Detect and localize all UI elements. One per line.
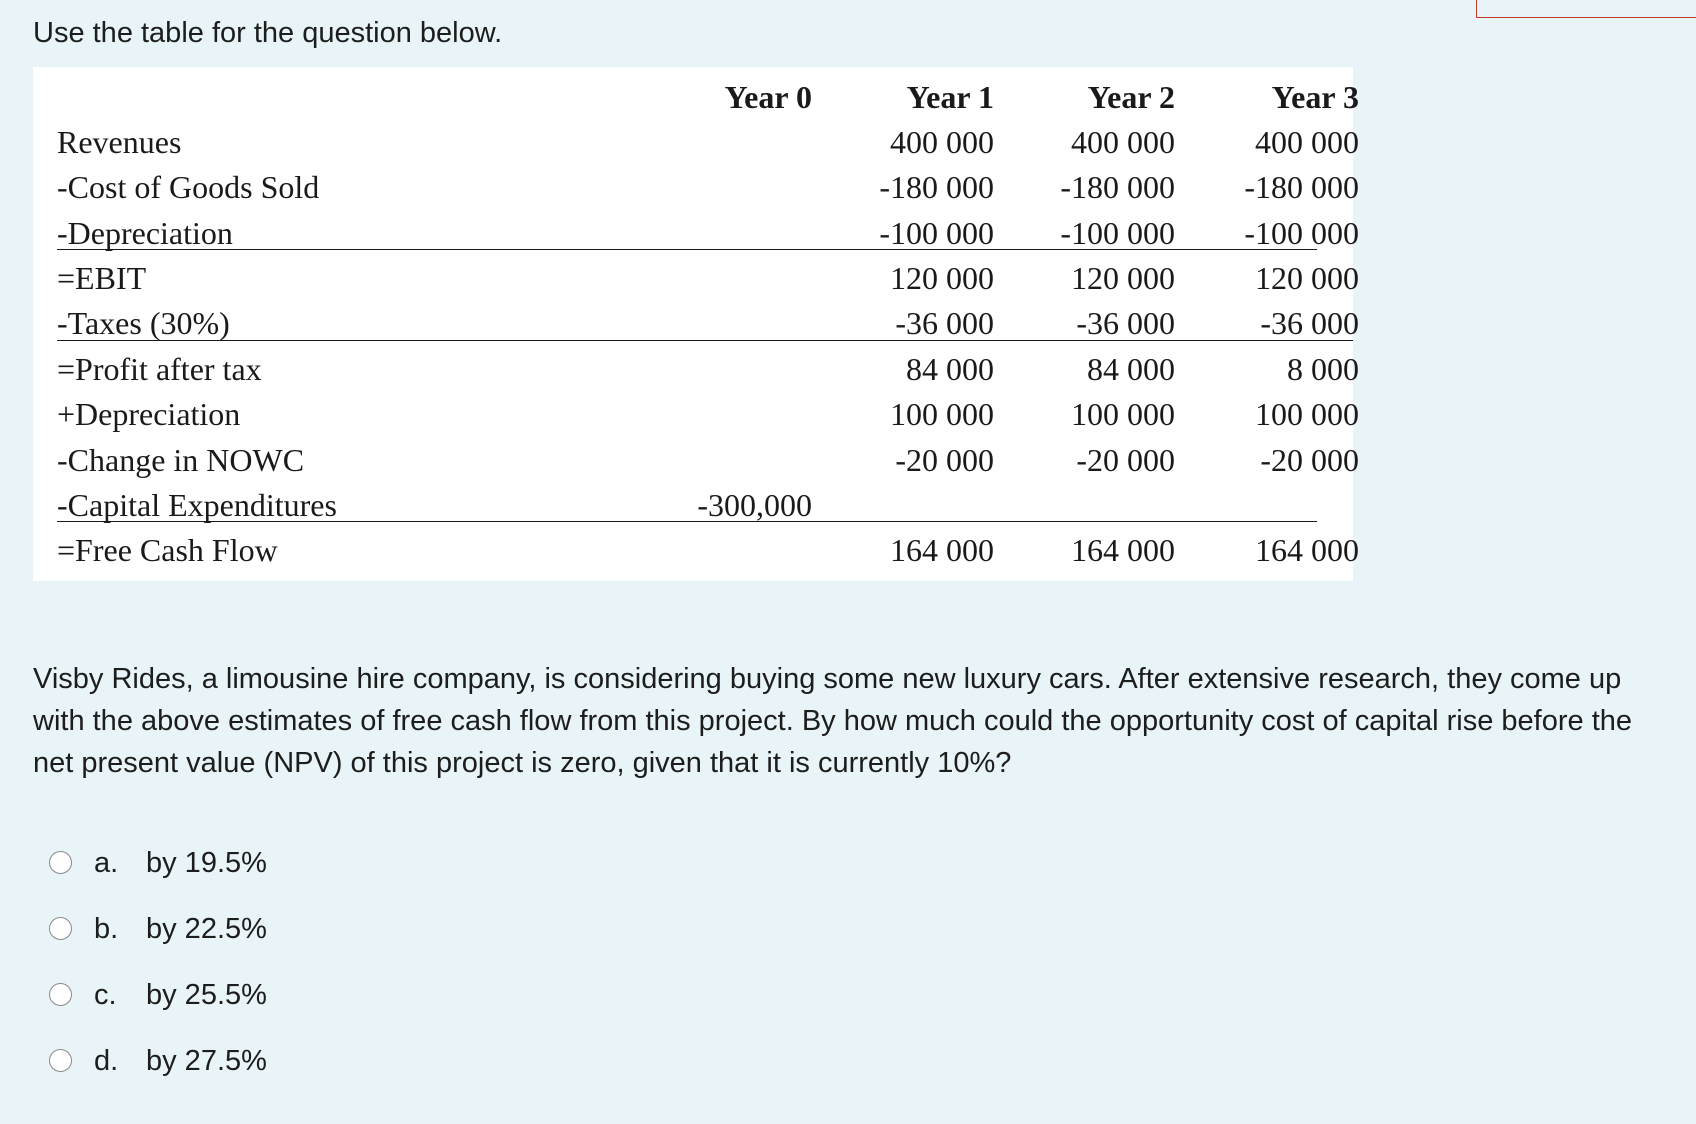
underline-capex <box>57 521 1317 522</box>
cell-revenues-y2: 400 000 <box>1071 124 1175 160</box>
row-label-add-depreciation: +Depreciation <box>57 396 241 432</box>
cell-fcf-y3: 164 000 <box>1255 532 1359 568</box>
corner-frame <box>1476 0 1696 18</box>
cell-fcf-y2: 164 000 <box>1071 532 1175 568</box>
cash-flow-table <box>33 67 1359 581</box>
option-text-b: by 22.5% <box>146 913 267 945</box>
cell-taxes-y3: -36 000 <box>1260 305 1359 341</box>
cell-profit-y2: 84 000 <box>1087 351 1175 387</box>
row-label-capex: -Capital Expenditures <box>57 487 337 523</box>
option-a[interactable] <box>49 843 449 883</box>
cell-nowc-y1: -20 000 <box>895 442 994 478</box>
option-d[interactable] <box>49 1041 449 1081</box>
cell-cogs-y1: -180 000 <box>879 169 994 205</box>
underline-depreciation <box>57 249 1317 250</box>
header-year-1: Year 1 <box>906 79 994 115</box>
header-year-0: Year 0 <box>724 79 812 115</box>
row-label-depreciation: -Depreciation <box>57 215 233 251</box>
cell-depreciation-y3: -100 000 <box>1244 215 1359 251</box>
cell-add-depreciation-y2: 100 000 <box>1071 396 1175 432</box>
cell-ebit-y2: 120 000 <box>1071 260 1175 296</box>
row-label-revenues: Revenues <box>57 124 182 160</box>
option-letter-a: a. <box>94 847 119 879</box>
cell-ebit-y1: 120 000 <box>890 260 994 296</box>
radio-button-c[interactable] <box>49 983 72 1006</box>
option-c[interactable] <box>49 975 449 1015</box>
cell-nowc-y2: -20 000 <box>1076 442 1175 478</box>
radio-button-a[interactable] <box>49 851 72 874</box>
row-label-cogs: -Cost of Goods Sold <box>57 169 320 205</box>
cell-add-depreciation-y3: 100 000 <box>1255 396 1359 432</box>
option-text-a: by 19.5% <box>146 847 267 879</box>
cell-taxes-y2: -36 000 <box>1076 305 1175 341</box>
radio-button-b[interactable] <box>49 917 72 940</box>
cell-capex-y0: -300,000 <box>697 487 812 523</box>
cell-depreciation-y1: -100 000 <box>879 215 994 251</box>
cell-fcf-y1: 164 000 <box>890 532 994 568</box>
cell-add-depreciation-y1: 100 000 <box>890 396 994 432</box>
question-text: Visby Rides, a limousine hire company, is considering buying some new luxury cars. After extensive research, they come up with the above estimates of free cash flow from this project. By how much could the opportunity cost of capital rise before the net present value (NPV) of this project is zero, given that it is currently 10%? <box>33 663 1633 779</box>
cell-revenues-y1: 400 000 <box>890 124 994 160</box>
option-letter-d: d. <box>94 1045 119 1077</box>
radio-button-d[interactable] <box>49 1049 72 1072</box>
cell-ebit-y3: 120 000 <box>1255 260 1359 296</box>
intro-text: Use the table for the question below. <box>33 17 503 49</box>
cell-profit-y1: 84 000 <box>906 351 994 387</box>
cell-cogs-y2: -180 000 <box>1060 169 1175 205</box>
row-label-ebit: =EBIT <box>57 260 147 296</box>
row-label-change-nowc: -Change in NOWC <box>57 442 305 478</box>
option-text-c: by 25.5% <box>146 979 267 1011</box>
row-label-taxes: -Taxes (30%) <box>57 305 230 341</box>
cell-nowc-y3: -20 000 <box>1260 442 1359 478</box>
option-b[interactable] <box>49 909 449 949</box>
option-letter-c: c. <box>94 979 117 1011</box>
option-letter-b: b. <box>94 913 119 945</box>
header-year-2: Year 2 <box>1087 79 1175 115</box>
header-year-3: Year 3 <box>1271 79 1359 115</box>
cell-revenues-y3: 400 000 <box>1255 124 1359 160</box>
row-label-profit-after-tax: =Profit after tax <box>57 351 262 387</box>
cell-depreciation-y2: -100 000 <box>1060 215 1175 251</box>
underline-taxes <box>57 340 1353 341</box>
cell-profit-y3: 8 000 <box>1287 351 1359 387</box>
row-label-free-cash-flow: =Free Cash Flow <box>57 532 278 568</box>
cell-taxes-y1: -36 000 <box>895 305 994 341</box>
cell-cogs-y3: -180 000 <box>1244 169 1359 205</box>
option-text-d: by 27.5% <box>146 1045 267 1077</box>
